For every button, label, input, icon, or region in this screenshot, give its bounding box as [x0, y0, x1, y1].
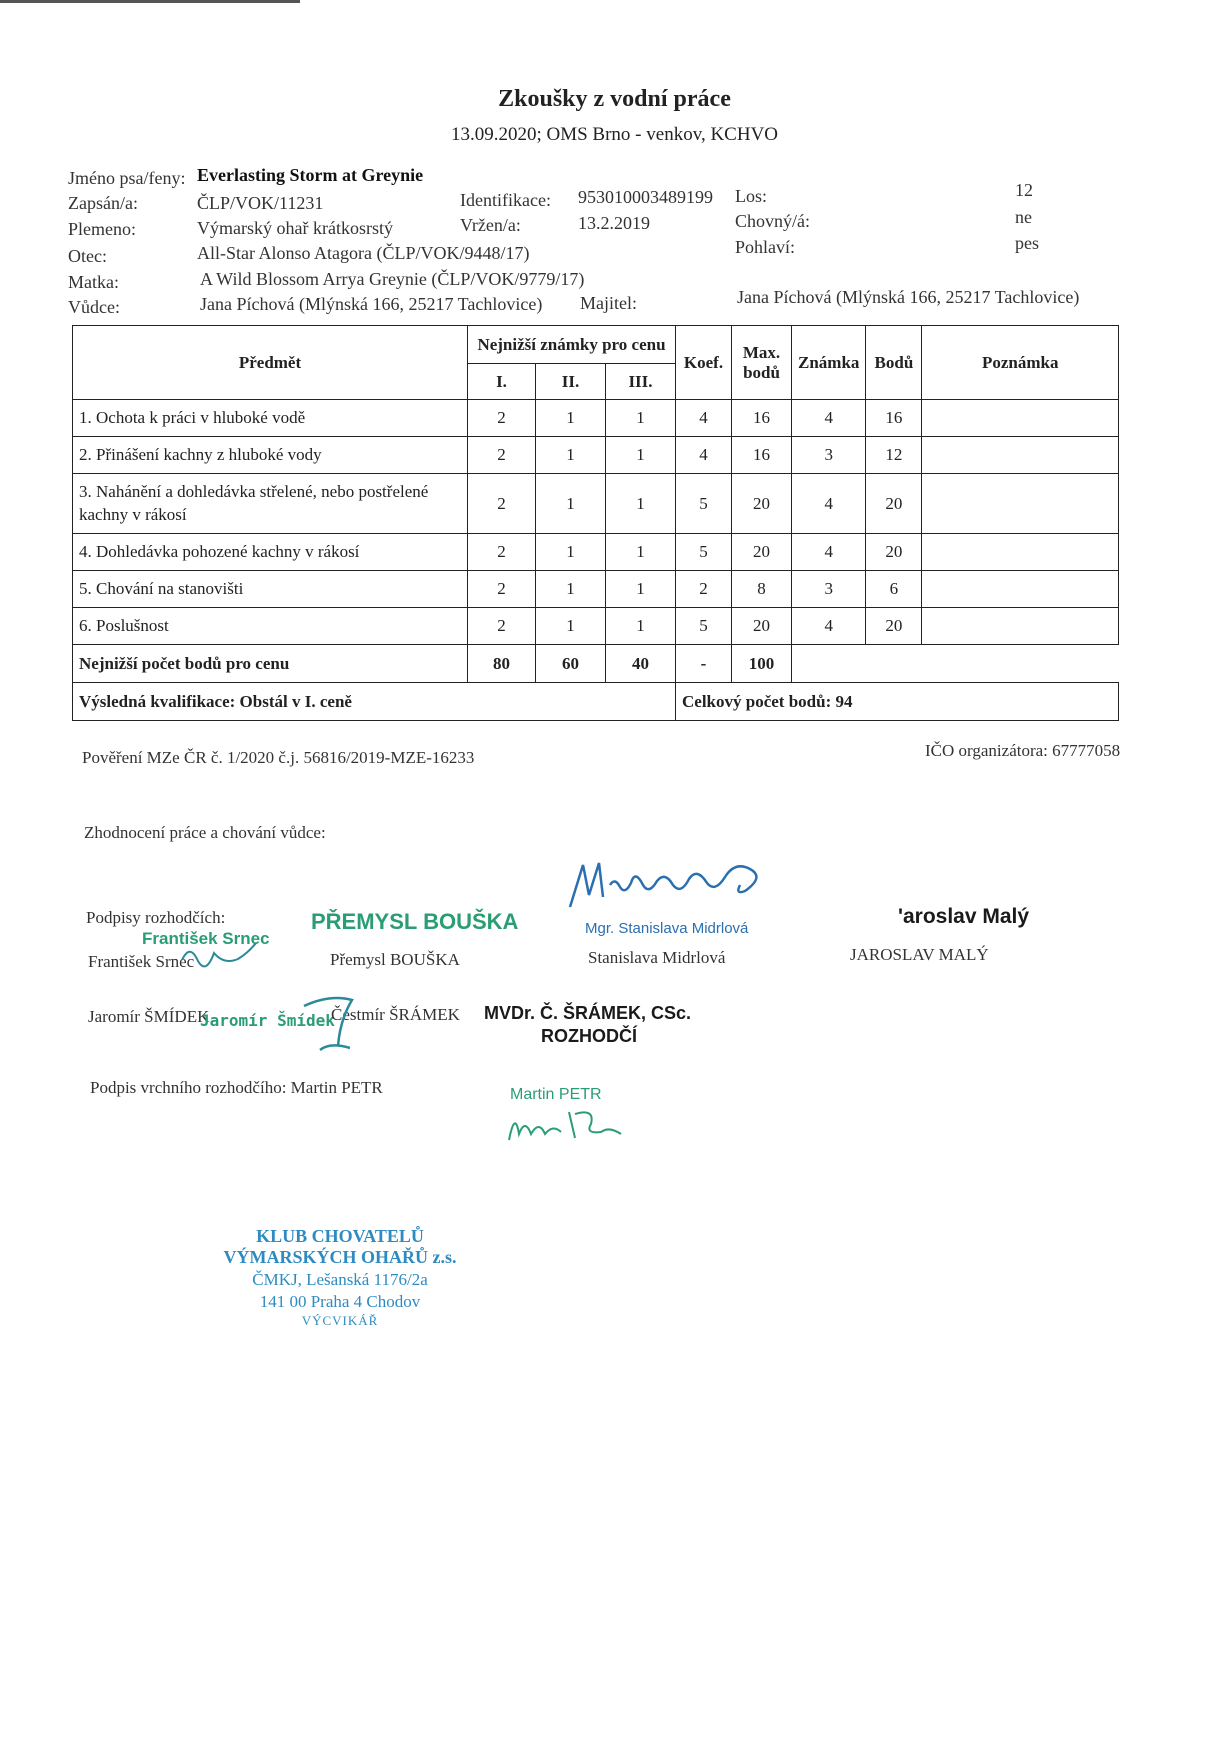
judge-midrlova: Stanislava Midrlová [588, 948, 726, 967]
born-label: Vržen/a: [460, 215, 521, 235]
score-table [72, 325, 1119, 721]
stamp-sramek-line2: ROZHODČÍ [541, 1026, 637, 1046]
dog-born: 13.2.2019 [578, 213, 650, 233]
dog-handler: Jana Píchová (Mlýnská 166, 25217 Tachlovice) [200, 294, 543, 314]
father-label: Otec: [68, 246, 107, 266]
breeder-label: Chovný/á: [735, 211, 810, 231]
header-iii: III. [606, 364, 676, 400]
club-stamp-line5: VÝCVIKÁŘ [301, 1313, 379, 1328]
header-max-line2: bodů [743, 362, 780, 382]
min-points-blank [792, 645, 1119, 683]
header-grade: Známka [792, 326, 866, 400]
row-i: 2 [468, 400, 536, 437]
signatures-label: Podpisy rozhodčích: [86, 908, 226, 927]
table-row [73, 474, 1119, 534]
row-ii: 1 [536, 437, 606, 474]
organizer-ico: IČO organizátora: 67777058 [925, 741, 1121, 760]
row-subject: 4. Dohledávka pohozené kachny v rákosí [73, 534, 468, 571]
row-ii: 1 [536, 400, 606, 437]
row-i: 2 [468, 571, 536, 608]
header-koef: Koef. [676, 326, 732, 400]
row-iii: 1 [606, 571, 676, 608]
min-points-max: 100 [732, 645, 792, 683]
mother-label: Matka: [68, 272, 119, 292]
judge-srnec: František Srnec [88, 952, 195, 971]
row-points: 12 [866, 437, 922, 474]
row-note [922, 571, 1119, 608]
row-koef: 4 [676, 400, 732, 437]
reg-label: Zapsán/a: [68, 193, 138, 213]
row-ii: 1 [536, 571, 606, 608]
dog-reg: ČLP/VOK/11231 [197, 193, 324, 213]
table-row [73, 608, 1119, 645]
stamp-srnec: František Srnec [142, 929, 270, 948]
judge-maly: JAROSLAV MALÝ [850, 945, 989, 964]
los-label: Los: [735, 186, 768, 206]
header-max [732, 326, 792, 400]
stamp-bouska: PŘEMYSL BOUŠKA [311, 909, 519, 934]
min-points-row [73, 645, 1119, 683]
row-max: 16 [732, 437, 792, 474]
dog-name: Everlasting Storm at Greynie [197, 165, 424, 185]
id-label: Identifikace: [460, 190, 551, 210]
row-subject: 2. Přinášení kachny z hluboké vody [73, 437, 468, 474]
row-i: 2 [468, 608, 536, 645]
header-points: Bodů [866, 326, 922, 400]
min-points-koef: - [676, 645, 732, 683]
row-koef: 5 [676, 534, 732, 571]
table-row [73, 437, 1119, 474]
signature-sramek [300, 990, 370, 1060]
row-max: 8 [732, 571, 792, 608]
total-points: Celkový počet bodů: 94 [676, 683, 1119, 721]
table-header-row [73, 326, 1119, 364]
signature-petr [505, 1104, 630, 1144]
club-stamp-line3: ČMKJ, Lešanská 1176/2a [252, 1270, 428, 1289]
result-qualification: Výsledná kvalifikace: Obstál v I. ceně [73, 683, 676, 721]
row-iii: 1 [606, 400, 676, 437]
dog-owner: Jana Píchová (Mlýnská 166, 25217 Tachlovice) [737, 287, 1080, 307]
dog-los: 12 [1015, 180, 1033, 200]
row-i: 2 [468, 534, 536, 571]
dog-father: All-Star Alonso Atagora (ČLP/VOK/9448/17) [197, 243, 530, 263]
header-i: I. [468, 364, 536, 400]
row-i: 2 [468, 474, 536, 534]
header-max-line1: Max. [742, 342, 781, 362]
table-row [73, 571, 1119, 608]
row-grade: 4 [792, 400, 866, 437]
min-points-label: Nejnižší počet bodů pro cenu [73, 645, 468, 683]
dog-mother: A Wild Blossom Arrya Greynie (ČLP/VOK/9779/17) [200, 269, 585, 289]
row-note [922, 437, 1119, 474]
row-grade: 4 [792, 534, 866, 571]
club-stamp-line2: VÝMARSKÝCH OHAŘŮ z.s. [223, 1247, 457, 1267]
judge-sramek: Čestmír ŠRÁMEK [331, 1005, 460, 1024]
min-points-ii: 60 [536, 645, 606, 683]
header-min-grades: Nejnižší známky pro cenu [468, 326, 676, 364]
row-iii: 1 [606, 474, 676, 534]
authorization-text: Pověření MZe ČR č. 1/2020 č.j. 56816/2019-MZE-16233 [82, 748, 475, 767]
row-ii: 1 [536, 474, 606, 534]
stamp-sramek-line1: MVDr. Č. ŠRÁMEK, CSc. [484, 1003, 692, 1023]
signature-srnec [180, 935, 260, 975]
club-stamp-line4: 141 00 Praha 4 Chodov [259, 1292, 421, 1311]
result-row [73, 683, 1119, 721]
stamp-smidek: Jaromír Šmídek [200, 1011, 335, 1030]
evaluation-label: Zhodnocení práce a chování vůdce: [84, 823, 326, 842]
row-max: 20 [732, 534, 792, 571]
row-ii: 1 [536, 608, 606, 645]
dog-id: 953010003489199 [578, 187, 713, 207]
row-subject: 5. Chování na stanovišti [73, 571, 468, 608]
row-subject: 3. Nahánění a dohledávka střelené, nebo postřelené kachny v rákosí [73, 474, 468, 534]
table-row [73, 534, 1119, 571]
row-max: 20 [732, 474, 792, 534]
min-points-iii: 40 [606, 645, 676, 683]
row-note [922, 474, 1119, 534]
breed-label: Plemeno: [68, 219, 136, 239]
stamp-midrlova: Mgr. Stanislava Midrlová [585, 920, 749, 937]
row-koef: 5 [676, 608, 732, 645]
row-max: 20 [732, 608, 792, 645]
row-ii: 1 [536, 534, 606, 571]
row-note [922, 400, 1119, 437]
table-row [73, 400, 1119, 437]
page-subtitle: 13.09.2020; OMS Brno - venkov, KCHVO [450, 124, 779, 145]
header-note: Poznámka [922, 326, 1119, 400]
row-max: 16 [732, 400, 792, 437]
row-subject: 6. Poslušnost [73, 608, 468, 645]
owner-label: Majitel: [580, 293, 637, 313]
row-i: 2 [468, 437, 536, 474]
club-stamp-line1: KLUB CHOVATELŮ [256, 1226, 424, 1246]
chief-judge-label: Podpis vrchního rozhodčího: Martin PETR [90, 1078, 383, 1097]
handler-label: Vůdce: [68, 297, 120, 317]
row-grade: 3 [792, 437, 866, 474]
sex-label: Pohlaví: [735, 237, 796, 257]
min-points-i: 80 [468, 645, 536, 683]
header-ii: II. [536, 364, 606, 400]
row-note [922, 608, 1119, 645]
row-points: 20 [866, 608, 922, 645]
stamp-maly: 'aroslav Malý [898, 905, 1030, 928]
page-title: Zkoušky z vodní práce [498, 86, 731, 112]
row-points: 20 [866, 534, 922, 571]
row-koef: 5 [676, 474, 732, 534]
row-iii: 1 [606, 437, 676, 474]
row-note [922, 534, 1119, 571]
row-koef: 2 [676, 571, 732, 608]
judge-smidek: Jaromír ŠMÍDEK [88, 1007, 210, 1026]
row-grade: 4 [792, 474, 866, 534]
row-points: 16 [866, 400, 922, 437]
judge-bouska: Přemysl BOUŠKA [330, 950, 460, 969]
scan-edge-line [0, 0, 300, 3]
row-koef: 4 [676, 437, 732, 474]
dog-sex: pes [1015, 233, 1039, 253]
row-points: 20 [866, 474, 922, 534]
row-iii: 1 [606, 608, 676, 645]
stamp-petr: Martin PETR [510, 1086, 602, 1103]
row-points: 6 [866, 571, 922, 608]
row-grade: 3 [792, 571, 866, 608]
dog-breed: Výmarský ohař krátkosrstý [197, 218, 393, 238]
row-grade: 4 [792, 608, 866, 645]
dog-breeder: ne [1015, 207, 1032, 227]
header-subject: Předmět [73, 326, 468, 400]
row-iii: 1 [606, 534, 676, 571]
row-subject: 1. Ochota k práci v hluboké vodě [73, 400, 468, 437]
signature-midrlova [565, 855, 785, 915]
name-label: Jméno psa/feny: [68, 168, 186, 188]
